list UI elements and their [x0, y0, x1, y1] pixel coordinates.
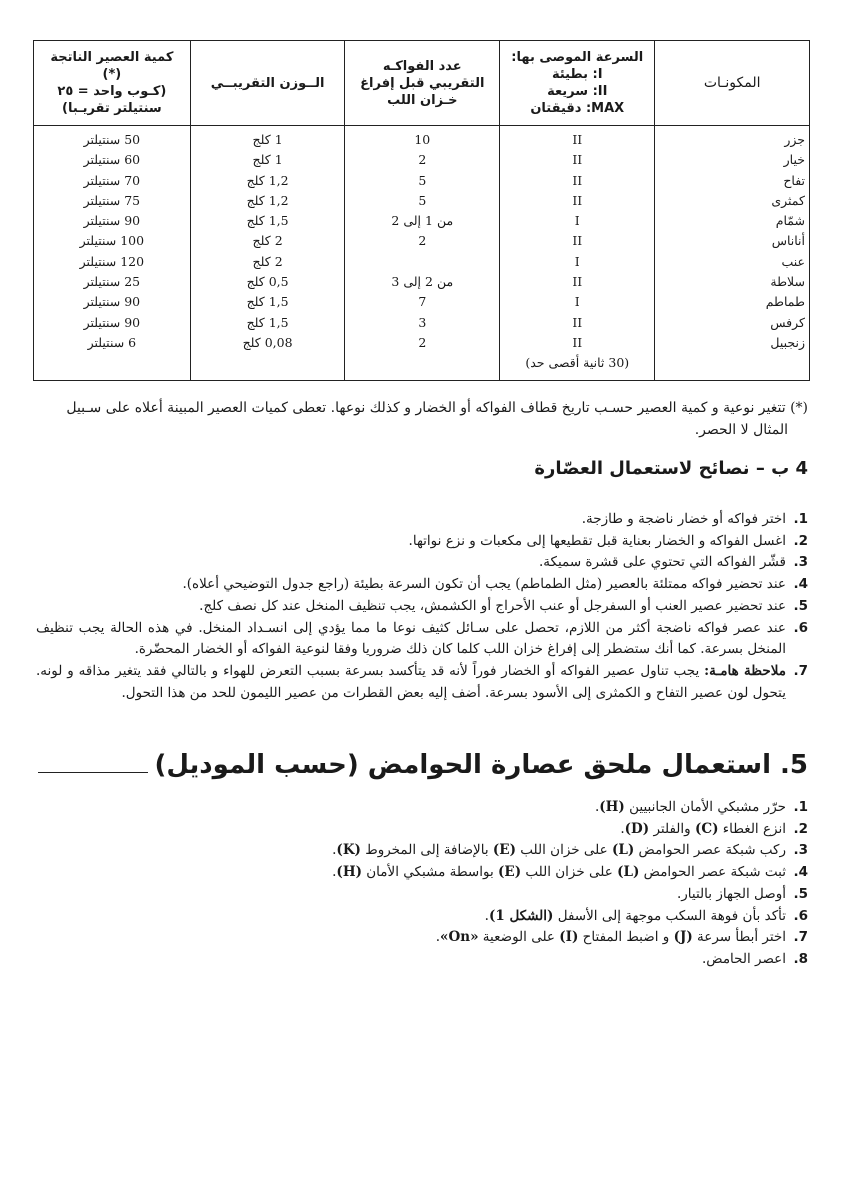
item-number: 3. — [793, 842, 808, 859]
item-text-bold: (C) — [694, 820, 719, 837]
item-number: 4. — [793, 576, 808, 593]
cell-count: 2 — [418, 233, 427, 249]
header-speed-line: I: بطيئة — [551, 67, 603, 82]
item-text-bold: (الشكل 1) — [488, 907, 554, 924]
tips-list — [36, 509, 808, 704]
item-text: ركب شبكة عصر الحوامض — [634, 842, 786, 859]
item-text: . — [620, 820, 625, 837]
header-count-line: عدد الفواكـه — [382, 58, 462, 74]
cell-count: من 2 إلى 3 — [391, 274, 454, 290]
item-text-bold: (L) — [611, 842, 635, 859]
cell-weight: 1,5 كلج — [246, 314, 289, 330]
item-text: حرّر مشبكي الأمان الجانبيين — [624, 799, 786, 815]
cell-weight: 2 كلج — [252, 253, 283, 269]
item-text: . — [484, 907, 489, 924]
list-item — [36, 661, 808, 704]
cell-ingredient: كرفس — [770, 314, 805, 330]
cell-juice: 6 سنتيلتر — [87, 334, 137, 350]
item-number: 2. — [793, 532, 808, 549]
cell-weight: 1 كلج — [252, 132, 283, 147]
list-item — [332, 884, 808, 906]
item-text: قشّر الفواكه التي تحتوي على قشرة سميكة. — [538, 554, 786, 571]
header-speed-line: السرعة الموصى بها: — [511, 50, 644, 65]
cell-ingredient: شمّام — [775, 213, 805, 229]
cell-juice: 100 سنتيلتر — [79, 233, 145, 249]
item-text: اختر أبطأ سرعة — [692, 929, 786, 946]
item-text-bold: (H) — [336, 864, 362, 881]
item-text: والفلتر — [649, 820, 695, 837]
item-number: 8. — [793, 950, 808, 967]
column-count — [345, 126, 500, 381]
header-juice-line: سنتيلتر تقريـبا) — [62, 101, 162, 116]
cell-ingredient: عنب — [781, 253, 805, 269]
cell-juice: 50 سنتيلتر — [83, 132, 141, 147]
cell-juice: 70 سنتيلتر — [83, 172, 141, 188]
header-speed-line: II: سريعة — [547, 84, 608, 99]
item-text: عند تحضير فواكه ممتلئة بالعصير (مثل الطماطم) يجب أن تكون السرعة بطيئة (راجع جدول التوضيحي أعلاه). — [182, 576, 786, 593]
cell-juice: 60 سنتيلتر — [83, 152, 141, 168]
cell-juice: 90 سنتيلتر — [83, 314, 141, 330]
list-item — [332, 906, 808, 928]
list-item — [36, 509, 808, 531]
cell-ingredient: سلاطة — [770, 274, 805, 290]
cell-juice: 90 سنتيلتر — [83, 294, 141, 310]
cell-speed: II — [572, 132, 583, 147]
cell-count: من 1 إلى 2 — [391, 213, 454, 229]
cell-count: 5 — [418, 192, 427, 208]
cell-ingredient: أناناس — [771, 233, 805, 249]
header-speed — [500, 41, 655, 126]
cell-count: 5 — [418, 172, 427, 188]
item-text-bold: (E) — [492, 842, 516, 859]
list-item — [332, 862, 808, 884]
cell-speed: II — [572, 172, 583, 188]
header-juice-line: (*) — [102, 67, 122, 82]
column-weight — [190, 126, 345, 381]
section-4b-heading: 4 ب – نصائح لاستعمال العصّارة — [534, 458, 808, 479]
list-item — [332, 819, 808, 841]
item-text: انزع الغطاء — [718, 820, 786, 837]
header-ingredients: المكونـات — [655, 41, 810, 126]
cell-count — [345, 252, 499, 272]
item-text-bold: (D) — [624, 820, 650, 837]
header-juice — [34, 41, 191, 126]
list-item — [36, 552, 808, 574]
item-number: 2. — [793, 820, 808, 837]
header-juice-line: كمية العصير الناتجة — [50, 50, 174, 65]
cell-count: 7 — [418, 294, 427, 310]
footnote-line: (*) تتغير نوعية و كمية العصير حسـب تاريخ قطاف الفواكه أو الخضار و كذلك نوعها. تعطى كميات العصير المبينة أعلاه على سـبيل — [66, 400, 808, 416]
item-number: 6. — [793, 619, 808, 636]
cell-speed: I — [574, 253, 580, 269]
citrus-steps-list — [332, 797, 808, 971]
item-number: 5. — [793, 597, 808, 614]
item-text: عند عصر فواكه ناضجة أكثر من اللازم، تحصل على سـائل كثيف نوعا ما مما يؤدي إلى انسـداد المنخل. في هذه الحالة يجب تنظيف المنخل بسرعة. كما أنك ستضطر إلى إفراغ خزان اللب كلما كان ذلك ضروريا وفقا لنوعية الفواكه أو الخضار المحضّرة. — [36, 619, 786, 658]
item-text: . — [435, 929, 441, 946]
item-text: . — [594, 799, 600, 815]
cell-ingredient: جزر — [784, 132, 805, 147]
list-item — [332, 840, 808, 862]
item-number: 3. — [793, 554, 808, 571]
header-juice-line: (كـوب واحد = ٢٥ — [57, 84, 167, 99]
item-text: . — [332, 842, 337, 859]
item-text: أوصل الجهاز بالتيار. — [676, 885, 786, 902]
item-text-bold: (I) — [559, 929, 579, 946]
header-count — [345, 41, 500, 126]
cell-speed: II — [572, 334, 583, 350]
item-number: 1. — [793, 511, 808, 527]
cell-ingredient: تفاح — [783, 172, 805, 188]
item-text-bold: «On» — [440, 929, 479, 946]
item-text: اغسل الفواكه و الخضار بعناية قبل تقطيعها إلى مكعبات و نزع نواتها. — [408, 532, 786, 549]
header-count-line: خـزان اللب — [387, 92, 458, 108]
cell-speed: II — [572, 314, 583, 330]
item-number: 5. — [793, 885, 808, 902]
item-number: 6. — [793, 907, 808, 924]
item-number: 4. — [793, 864, 808, 881]
item-text: بواسطة مشبكي الأمان — [361, 864, 499, 881]
item-text-bold: ملاحظة هامـة: — [704, 662, 786, 679]
cell-count: 2 — [418, 152, 427, 168]
list-item — [36, 531, 808, 553]
cell-ingredient: خيار — [783, 152, 805, 168]
cell-weight: 0,08 كلج — [242, 334, 293, 350]
item-text-bold: (E) — [498, 864, 522, 881]
cell-count: 3 — [418, 314, 427, 330]
cell-speed: II — [572, 274, 583, 290]
item-text: على الوضعية — [478, 929, 560, 946]
list-item — [332, 949, 808, 971]
item-text: بالإضافة إلى المخروط — [360, 842, 493, 859]
item-text: على خزان اللب — [515, 842, 612, 859]
cell-speed: II — [572, 152, 583, 168]
item-text: عند تحضير عصير العنب أو السفرجل أو عنب الأحراج أو الكشمش، يجب تنظيف المنخل عند كل نصف كلج. — [199, 597, 786, 614]
footnote — [38, 398, 808, 441]
cell-weight: 1,5 كلج — [246, 294, 289, 310]
item-text-bold: (K) — [336, 842, 361, 859]
list-item — [332, 797, 808, 819]
item-text-bold: (J) — [673, 929, 693, 946]
cell-count: 10 — [414, 132, 431, 147]
item-text: . — [332, 864, 337, 881]
speed-note: (30 ثانية أقصى حد) — [525, 355, 630, 371]
item-number: 1. — [793, 799, 808, 815]
item-number: 7. — [793, 662, 808, 679]
section-5-heading: 5. استعمال ملحق عصارة الحوامض (حسب الموديل) — [154, 750, 808, 780]
item-text: على خزان اللب — [521, 864, 618, 881]
column-ingredients — [655, 126, 810, 381]
cell-weight: 1,2 كلج — [246, 192, 289, 208]
cell-ingredient: طماطم — [765, 294, 805, 310]
header-count-line: التقريبي قبل إفراغ — [360, 75, 485, 91]
cell-ingredient: كمثرى — [771, 192, 805, 208]
item-text-bold: (H) — [599, 799, 625, 815]
cell-juice: 75 سنتيلتر — [83, 192, 141, 208]
cell-weight: 1,2 كلج — [246, 172, 289, 188]
cell-count: 2 — [418, 334, 427, 350]
item-text: ثبت شبكة عصر الحوامض — [639, 864, 786, 881]
list-item — [36, 574, 808, 596]
cell-juice: 25 سنتيلتر — [83, 274, 141, 290]
list-item — [36, 618, 808, 661]
cell-speed: II — [572, 192, 583, 208]
juice-table — [33, 40, 810, 381]
column-speed — [500, 126, 655, 381]
column-juice — [34, 126, 191, 381]
item-text: اختر فواكه أو خضار ناضجة و طازجة. — [581, 511, 786, 527]
cell-speed: I — [574, 213, 580, 229]
heading-rule — [38, 772, 148, 773]
item-text: تأكد بأن فوهة السكب موجهة إلى الأسفل — [553, 907, 786, 924]
item-text: يجب تناول عصير الفواكه أو الخضار فوراً لأنه قد يتأكسد بسرعة بسبب التعرض للهواء و بالتالي فقد يتغير مذاقه و لونه. يتحول لون عصير التفاح و الكمثرى إلى الأسود بسرعة. أضف إليه بعض القطرات من عصير الليمون للحد من هذا التحول. — [36, 662, 786, 701]
section-5-header — [38, 745, 808, 785]
cell-juice: 120 سنتيلتر — [79, 253, 145, 269]
footnote-line: المثال لا الحصر. — [694, 421, 788, 438]
cell-juice: 90 سنتيلتر — [83, 213, 141, 229]
item-number: 7. — [793, 929, 808, 946]
cell-weight: 1,5 كلج — [246, 213, 289, 229]
cell-speed: II — [572, 233, 583, 249]
cell-ingredient: زنجبيل — [770, 334, 805, 350]
list-item — [36, 596, 808, 618]
cell-weight: 0,5 كلج — [246, 274, 289, 290]
header-weight: الــوزن التقريبــي — [190, 41, 345, 126]
item-text: و اضبط المفتاح — [578, 929, 674, 946]
cell-weight: 1 كلج — [252, 152, 283, 168]
cell-speed: I — [574, 294, 580, 310]
list-item — [332, 927, 808, 949]
item-text: اعصر الحامض. — [701, 950, 786, 967]
header-speed-line: MAX: دقيقتان — [530, 101, 625, 116]
item-text-bold: (L) — [617, 864, 640, 881]
cell-weight: 2 كلج — [252, 233, 283, 249]
